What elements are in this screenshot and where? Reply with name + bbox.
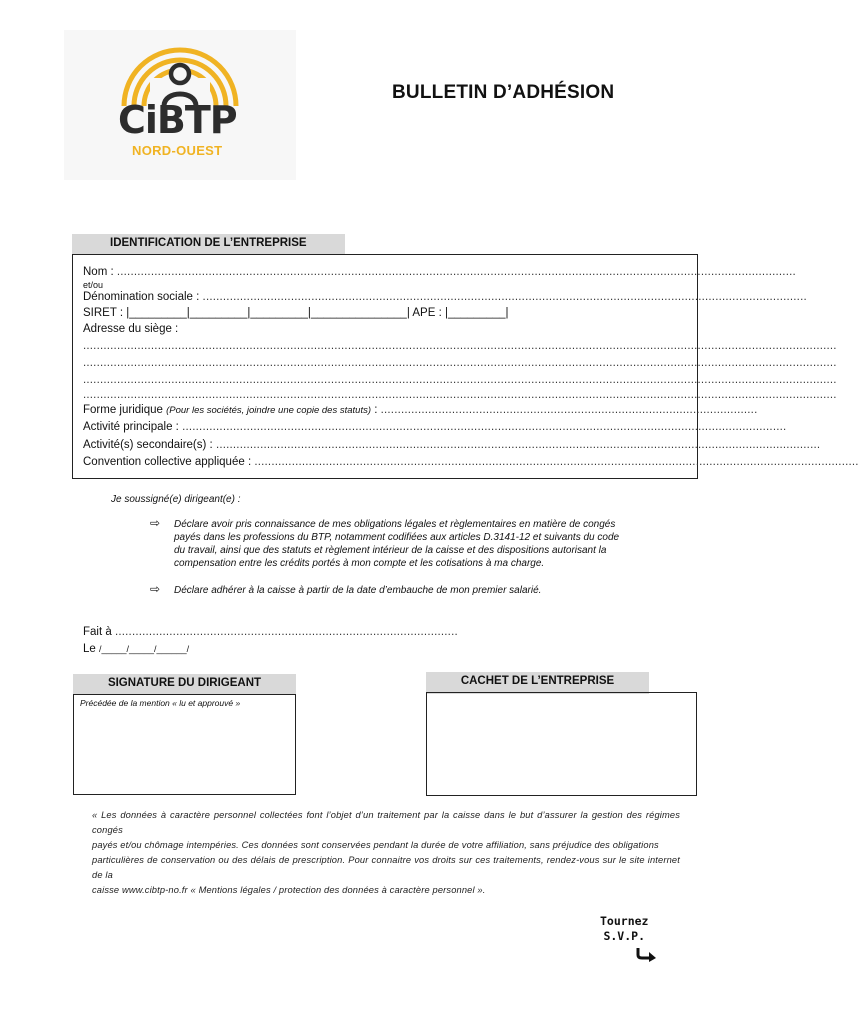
nom-label: Nom : [83, 266, 114, 278]
forme-juridique-note: (Pour les sociétés, joindre une copie des statuts) [166, 405, 371, 416]
forme-juridique-label: Forme juridique [83, 404, 163, 416]
rgpd-line: particulières de conservation ou des délais de prescription. Pour connaitre vos droits sur ces traitements, rendez-vous sur le site internet de la [92, 855, 680, 880]
declaration-line: payés dans les professions du BTP, notamment codifiées aux articles D.3141-12 et suivants du code [174, 532, 620, 543]
ape-label: APE : |_________| [412, 307, 509, 319]
declaration-item-2 [174, 584, 644, 597]
forme-juridique-colon: : [374, 404, 378, 416]
adresse-line-4[interactable]: .............................................................................................................................................................................................................................. [83, 389, 837, 401]
date-mask: /_____/_____/______/ [99, 644, 190, 654]
activite-principale-label: Activité principale : [83, 421, 179, 433]
rgpd-line: « Les données à caractère personnel collectées font l’objet d’un traitement par la caisse dans le but d’assurer la gestion des régimes congés [92, 810, 680, 835]
logo-brand-text: CiBTP [118, 98, 237, 142]
declaration-line: Déclare avoir pris connaissance de mes obligations légales et règlementaires en matière de congés [174, 519, 616, 530]
siret-label: SIRET : |_________|_________|_________|_______________| [83, 307, 410, 319]
denomination-field[interactable]: Dénomination sociale : .................................................................................................................................................................................. [83, 291, 807, 303]
forme-juridique-field[interactable]: Forme juridique (Pour les sociétés, joindre une copie des statuts) : ............................................................................................................... [83, 404, 758, 416]
declaration-item-1 [174, 518, 644, 570]
signature-box[interactable] [73, 694, 296, 795]
adresse-line-3[interactable]: .............................................................................................................................................................................................................................. [83, 374, 837, 386]
activites-secondaires-field[interactable]: Activité(s) secondaire(s) : .................................................................................................................................................................................. [83, 439, 821, 451]
cachet-header: CACHET DE L’ENTREPRISE [426, 672, 649, 694]
rgpd-notice [92, 808, 680, 898]
identification-header: IDENTIFICATION DE L’ENTREPRISE [72, 234, 345, 254]
tournez-line-2: S.V.P. [603, 929, 645, 943]
nom-field[interactable]: Nom : ........................................................................................................................................................................................................ [83, 266, 796, 278]
siret-field[interactable] [83, 306, 686, 320]
rgpd-line: caisse www.cibtp-no.fr « Mentions légales / protection des données à caractère personnel ». [92, 885, 486, 895]
curved-arrow-right-icon [636, 947, 658, 963]
logo-region-text: NORD-OUEST [132, 143, 223, 158]
declaration-line: du travail, ainsi que des statuts et règlement intérieur de la caisse et des dispositions autorisant la [174, 545, 607, 556]
right-arrow-icon: ⇨ [150, 516, 161, 530]
adresse-line-2[interactable]: .............................................................................................................................................................................................................................. [83, 357, 837, 369]
declaration-intro: Je soussigné(e) dirigeant(e) : [111, 494, 241, 505]
etou-label: et/ou [83, 280, 104, 290]
signature-header: SIGNATURE DU DIRIGEANT [73, 674, 296, 695]
convention-collective-field[interactable]: Convention collective appliquée : .................................................................................................................................................................................. [83, 456, 859, 468]
declaration-line: compensation entre les crédits portés à mon compte et les cotisations à ma charge. [174, 558, 545, 569]
date-label: Le [83, 643, 96, 655]
declaration-line: Déclare adhérer à la caisse à partir de la date d’embauche de mon premier salarié. [174, 585, 542, 596]
date-field[interactable] [83, 643, 189, 655]
denomination-label: Dénomination sociale : [83, 291, 200, 303]
activites-secondaires-label: Activité(s) secondaire(s) : [83, 439, 213, 451]
tournez-line-1: Tournez [600, 914, 649, 928]
convention-collective-label: Convention collective appliquée : [83, 456, 252, 468]
cachet-box[interactable] [426, 692, 697, 796]
fait-a-field[interactable]: Fait à ..................................................................................................... [83, 626, 458, 638]
adresse-label: Adresse du siège : [83, 323, 179, 335]
rgpd-line: payés et/ou chômage intempéries. Ces données sont conservées pendant la durée de votre affiliation, sans préjudice des obligations [92, 840, 659, 850]
fait-a-label: Fait à [83, 626, 112, 638]
signature-note: Précédée de la mention « lu et approuvé » [80, 698, 241, 708]
adresse-line-1[interactable]: .............................................................................................................................................................................................................................. [83, 340, 837, 352]
right-arrow-icon: ⇨ [150, 582, 161, 596]
activite-principale-field[interactable]: Activité principale : .................................................................................................................................................................................. [83, 421, 787, 433]
page-title: BULLETIN D’ADHÉSION [392, 82, 615, 103]
tournez-svp [600, 914, 648, 944]
